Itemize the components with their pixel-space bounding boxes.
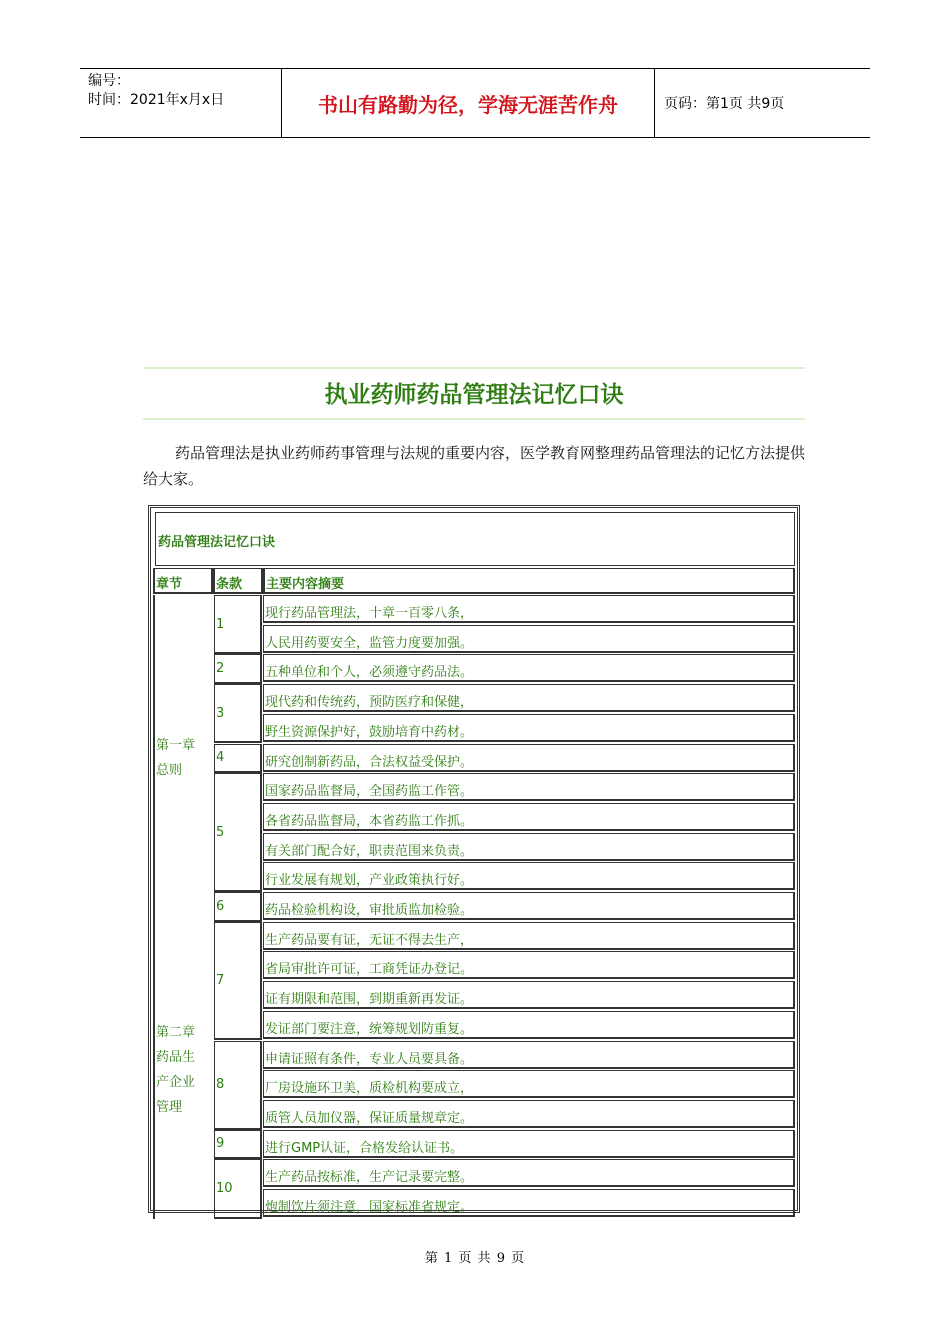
clause-line: 炮制饮片须注意，国家标准省规定。 [263,1189,795,1217]
mnemonic-table [148,505,800,1213]
clause-line: 厂房设施环卫美，质检机构要成立， [263,1070,795,1098]
clause-line: 研究创制新药品，合法权益受保护。 [263,744,795,772]
clause-line: 五种单位和个人，必须遵守药品法。 [263,654,795,682]
clause-line: 野生资源保护好，鼓励培育中药材。 [263,714,795,742]
clause-number: 2 [214,654,262,684]
clause-number: 9 [214,1130,262,1160]
table-caption: 药品管理法记忆口诀 [155,512,795,566]
document-header [80,68,870,138]
header-chapter: 章节 [153,568,213,594]
clause-line: 质管人员加仪器，保证质量规章定。 [263,1100,795,1128]
header-clause: 条款 [213,568,263,594]
clause-line: 申请证照有条件，专业人员要具备。 [263,1041,795,1069]
page-footer: 第 1 页 共 9 页 [424,1251,526,1266]
clause-line: 有关部门配合好，职责范围来负责。 [263,833,795,861]
clause-line: 进行GMP认证，合格发给认证书。 [263,1130,795,1158]
header-motto: 书山有路勤为径，学海无涯苦作舟 [282,69,655,137]
header-meta [80,69,282,137]
clause-line: 证有期限和范围，到期重新再发证。 [263,981,795,1009]
clause-number: 10 [214,1159,262,1218]
header-page-info: 页码：第1页 共9页 [664,96,785,112]
title-top-rule [143,367,805,369]
clause-line: 现代药和传统药，预防医疗和保健， [263,684,795,712]
header-summary: 主要内容摘要 [263,568,795,594]
clause-line: 生产药品要有证，无证不得去生产， [263,922,795,950]
intro-paragraph: 药品管理法是执业药师药事管理与法规的重要内容，医学教育网整理药品管理法的记忆方法提供给大家。 [143,444,806,488]
chapter-cell: 第二章 药品生 产企业 管理 [153,922,213,1219]
clause-number: 3 [214,684,262,743]
clause-line: 现行药品管理法，十章一百零八条， [263,595,795,623]
page-title: 执业药师药品管理法记忆口诀 [324,382,624,408]
clause-number: 5 [214,773,262,892]
clause-line: 国家药品监督局，全国药监工作管。 [263,773,795,801]
clause-line: 省局审批许可证，工商凭证办登记。 [263,951,795,979]
clause-line: 行业发展有规划，产业政策执行好。 [263,862,795,890]
number-label: 编号： [88,73,130,89]
clause-number: 6 [214,892,262,922]
clause-number: 4 [214,744,262,774]
clause-line: 药品检验机构设，审批质监加检验。 [263,892,795,920]
clause-line: 人民用药要安全，监管力度要加强。 [263,625,795,653]
clause-line: 生产药品按标准，生产记录要完整。 [263,1159,795,1187]
clause-line: 各省药品监督局，本省药监工作抓。 [263,803,795,831]
clause-number: 1 [214,595,262,654]
title-bottom-rule [143,418,805,420]
clause-number: 8 [214,1041,262,1130]
chapter-cell: 第一章 总则 [153,595,213,922]
clause-number: 7 [214,922,262,1041]
clause-line: 发证部门要注意，统筹规划防重复。 [263,1011,795,1039]
time-label: 时间：2021年x月x日 [88,92,225,108]
